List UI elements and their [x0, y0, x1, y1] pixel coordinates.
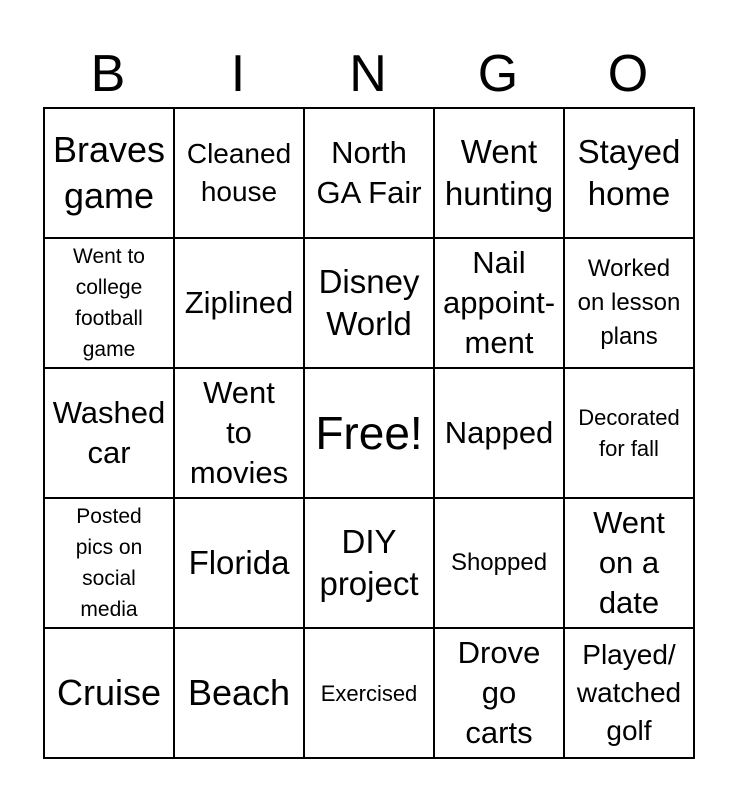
- bingo-header: [43, 40, 693, 108]
- bingo-cell[interactable]: [43, 367, 173, 497]
- cell-label: Cleaned house: [186, 138, 292, 207]
- bingo-cell[interactable]: [563, 107, 693, 237]
- bingo-cell[interactable]: [173, 497, 303, 627]
- cell-label: Cruise: [56, 672, 162, 713]
- bingo-cell[interactable]: [303, 107, 433, 237]
- free-space-label: Free!: [315, 407, 423, 459]
- cell-label: Braves game: [52, 129, 166, 216]
- cell-label: Drove go carts: [457, 635, 541, 750]
- bingo-cell[interactable]: [173, 627, 303, 757]
- cell-label: Ziplined: [184, 285, 294, 320]
- bingo-cell[interactable]: [43, 237, 173, 367]
- bingo-cell[interactable]: [173, 237, 303, 367]
- bingo-cell[interactable]: [433, 237, 563, 367]
- header-letter-o: O: [607, 45, 649, 103]
- bingo-cell[interactable]: [303, 237, 433, 367]
- header-letter-b: B: [90, 45, 126, 103]
- cell-label: Posted pics on social media: [75, 505, 143, 621]
- cell-label: Went hunting: [444, 133, 554, 212]
- cell-label: Shopped: [450, 549, 548, 576]
- header-letter-i: I: [230, 45, 246, 103]
- cell-label: Went to college football game: [73, 245, 145, 361]
- bingo-board: [43, 107, 695, 759]
- bingo-cell[interactable]: [173, 107, 303, 237]
- bingo-cell[interactable]: [433, 497, 563, 627]
- cell-label: DIY project: [319, 523, 419, 602]
- cell-label: Went to movies: [189, 375, 289, 490]
- cell-label: Florida: [188, 544, 290, 581]
- bingo-cell[interactable]: [303, 627, 433, 757]
- cell-label: North GA Fair: [316, 135, 422, 210]
- cell-label: Worked on lesson plans: [577, 255, 681, 350]
- free-space-cell[interactable]: [303, 367, 433, 497]
- cell-label: Washed car: [52, 395, 166, 470]
- bingo-cell[interactable]: [433, 107, 563, 237]
- bingo-cell[interactable]: [563, 367, 693, 497]
- cell-label: Disney World: [318, 263, 420, 342]
- cell-label: Nail appoint- ment: [442, 245, 556, 360]
- cell-label: Played/ watched golf: [576, 639, 682, 746]
- cell-label: Stayed home: [577, 133, 681, 212]
- cell-label: Beach: [187, 672, 291, 713]
- bingo-cell[interactable]: [563, 497, 693, 627]
- bingo-cell[interactable]: [433, 367, 563, 497]
- header-letter-g: G: [477, 45, 519, 103]
- bingo-cell[interactable]: [303, 497, 433, 627]
- cell-label: Exercised: [320, 680, 418, 706]
- cell-label: Napped: [444, 415, 554, 450]
- bingo-cell[interactable]: [43, 497, 173, 627]
- cell-label: Decorated for fall: [578, 405, 680, 461]
- header-letter-n: N: [349, 45, 387, 103]
- bingo-cell[interactable]: [433, 627, 563, 757]
- bingo-cell[interactable]: [43, 627, 173, 757]
- bingo-cell[interactable]: [43, 107, 173, 237]
- bingo-cell[interactable]: [173, 367, 303, 497]
- bingo-cell[interactable]: [563, 627, 693, 757]
- cell-label: Went on a date: [593, 505, 665, 620]
- bingo-cell[interactable]: [563, 237, 693, 367]
